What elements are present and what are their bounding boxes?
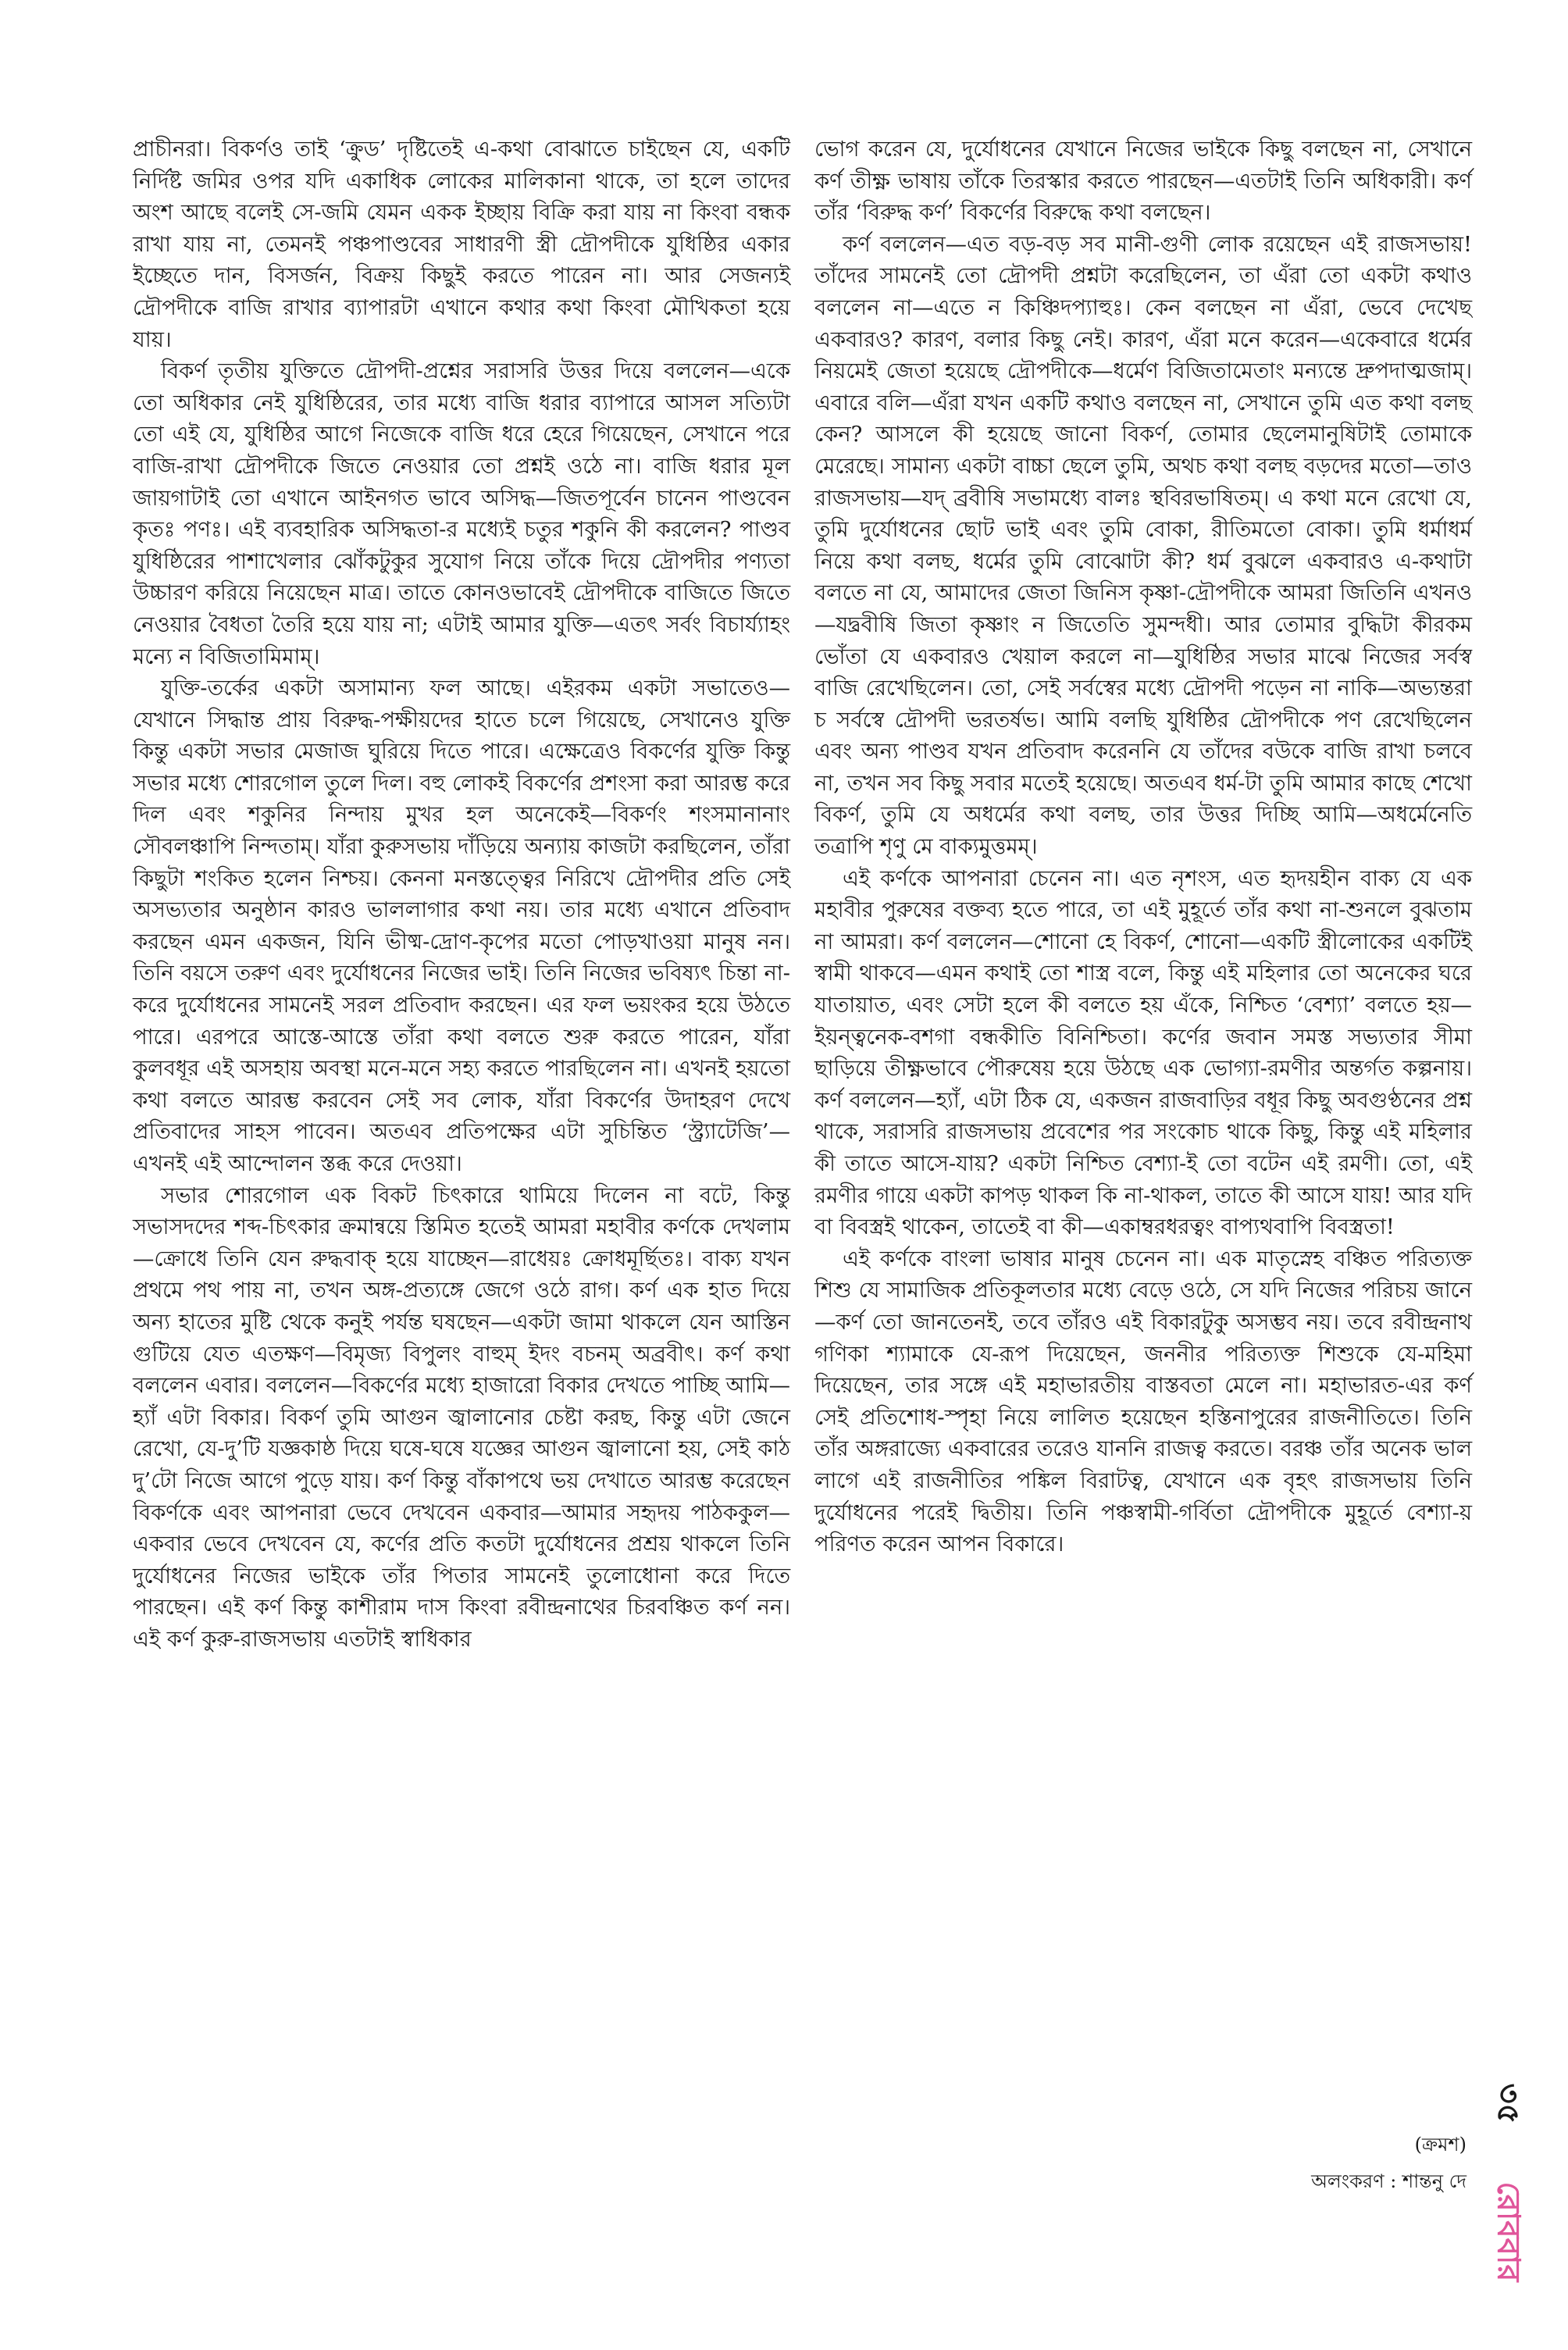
paragraph: ভোগ করেন যে, দুর্যোধনের যেখানে নিজের ভাইকে কিছু বলছেন না, সেখানে কর্ণ তীক্ষ্ণ ভাষায় তাঁকে তিরস্কার করতে পারছেন—এতটাই তিনি অধিকারী। কর্ণ তাঁর ‘বিরুদ্ধ কর্ণ’ বিকর্ণের বিরুদ্ধে কথা বলছেন। — [814, 137, 1472, 226]
article-column-left — [133, 134, 790, 1656]
paragraph: এই কর্ণকে বাংলা ভাষার মানুষ চেনেন না। এক মাতৃস্নেহ বঞ্চিত পরিত্যক্ত শিশু যে সামাজিক প্রতিকূলতার মধ্যে বেড়ে ওঠে, সে যদি নিজের পরিচয় জানে—কর্ণ তো জানতেনই, তবে তাঁরও এই বিকারটুকু অসম্ভব নয়। তবে রবীন্দ্রনাথ গণিকা শ্যামাকে যে-রূপ দিয়েছেন, জননীর পরিত্যক্ত শিশুকে যে-মহিমা দিয়েছেন, তার সঙ্গে এই মহাভারতীয় বাস্তবতা মেলে না। মহাভারত-এর কর্ণ সেই প্রতিশোধ-স্পৃহা নিয়ে লালিত হয়েছেন হস্তিনাপুরের রাজনীতিতে। তিনি তাঁর অঙ্গরাজ্যে একবারের তরেও যাননি রাজত্ব করতে। বরঞ্চ তাঁর অনেক ভাল লাগে এই রাজনীতির পঙ্কিল বিরাটত্ব, যেখানে এক বৃহৎ রাজসভায় তিনি দুর্যোধনের পরেই দ্বিতীয়। তিনি পঞ্চস্বামী-গর্বিতা দ্রৌপদীকে মুহূর্তে বেশ্যা-য় পরিণত করেন আপন বিকারে। — [814, 1246, 1472, 1557]
page-number: ৩৫ — [1490, 2083, 1527, 2124]
paragraph: প্রাচীনরা। বিকর্ণও তাই ‘ক্রুড’ দৃষ্টিতেই এ-কথা বোঝাতে চাইছেন যে, একটি নির্দিষ্ট জমির ওপর যদি একাধিক লোকের মালিকানা থাকে, তা হলে তাদের অংশ আছে বলেই সে-জমি যেমন একক ইচ্ছায় বিক্রি করা যায় না কিংবা বন্ধক রাখা যায় না, তেমনই পঞ্চপাণ্ডবের সাধারণী স্ত্রী দ্রৌপদীকে যুধিষ্ঠির একার ইচ্ছেতে দান, বিসর্জন, বিক্রয় কিছুই করতে পারেন না। আর সেজন্যই দ্রৌপদীকে বাজি রাখার ব্যাপারটা এখানে কথার কথা কিংবা মৌখিকতা হয়ে যায়। — [133, 137, 790, 352]
paragraph: এই কর্ণকে আপনারা চেনেন না। এত নৃশংস, এত হৃদয়হীন বাক্য যে এক মহাবীর পুরুষের বক্তব্য হতে পারে, তা এই মুহূর্তে তাঁর কথা না-শুনলে বুঝতাম না আমরা। কর্ণ বললেন—শোনো হে বিকর্ণ, শোনো—একটি স্ত্রীলোকের একটিই স্বামী থাকবে—এমন কথাই তো শাস্ত্র বলে, কিন্তু এই মহিলার তো অনেকের ঘরে যাতায়াত, এবং সেটা হলে কী বলতে হয় এঁকে, নিশ্চিত ‘বেশ্যা’ বলতে হয়—ইয়ন্ত্বনেক-বশগা বন্ধকীতি বিনিশ্চিতা। কর্ণের জবান সমস্ত সভ্যতার সীমা ছাড়িয়ে তীক্ষ্ণভাবে পৌরুষেয় হয়ে উঠছে এক ভোগ্যা-রমণীর অন্তর্গত কল্পনায়। কর্ণ বললেন—হ্যাঁ, এটা ঠিক যে, একজন রাজবাড়ির বধূর কিছু অবগুণ্ঠনের প্রশ্ন থাকে, সরাসরি রাজসভায় প্রবেশের পর সংকোচ থাকে কিছু, কিন্তু এই মহিলার কী তাতে আসে-যায়? একটা নিশ্চিত বেশ্যা-ই তো বটেন এই রমণী। তো, এই রমণীর গায়ে একটা কাপড় থাকল কি না-থাকল, তাতে কী আসে যায়! আর যদি বা বিবস্ত্রই থাকেন, তাতেই বা কী—একাম্বরধরত্বং বাপ্যথবাপি বিবস্ত্রতা! — [814, 866, 1472, 1240]
paragraph: যুক্তি-তর্কের একটা অসামান্য ফল আছে। এইরকম একটা সভাতেও—যেখানে সিদ্ধান্ত প্রায় বিরুদ্ধ-পক্ষীয়দের হাতে চলে গিয়েছে, সেখানেও যুক্তি কিন্তু একটা সভার মেজাজ ঘুরিয়ে দিতে পারে। এক্ষেত্রেও বিকর্ণের যুক্তি কিন্তু সভার মধ্যে শোরগোল তুলে দিল। বহু লোকই বিকর্ণের প্রশংসা করা আরম্ভ করে দিল এবং শকুনির নিন্দায় মুখর হল অনেকেই—বিকর্ণং শংসমানানাং সৌবলঞ্চাপি নিন্দতাম্। যাঁরা কুরুসভায় দাঁড়িয়ে অন্যায় কাজটা করছিলেন, তাঁরা কিছুটা শংকিত হলেন নিশ্চয়। কেননা মনস্তত্ত্বের নিরিখে দ্রৌপদীর প্রতি সেই অসভ্যতার অনুষ্ঠান কারও ভাললাগার কথা নয়। তার মধ্যে এখানে প্রতিবাদ করছেন এমন একজন, যিনি ভীষ্ম-দ্রোণ-কৃপের মতো পোড়খাওয়া মানুষ নন। তিনি বয়সে তরুণ এবং দুর্যোধনের নিজের ভাই। তিনি নিজের ভবিষ্যৎ চিন্তা না-করে দুর্যোধনের সামনেই সরল প্রতিবাদ করছেন। এর ফল ভয়ংকর হয়ে উঠতে পারে। এরপরে আস্তে-আস্তে তাঁরা কথা বলতে শুরু করতে পারেন, যাঁরা কুলবধূর এই অসহায় অবস্থা মনে-মনে সহ্য করতে পারছিলেন না। এখনই হয়তো কথা বলতে আরম্ভ করবেন সেই সব লোক, যাঁরা বিকর্ণের উদাহরণ দেখে প্রতিবাদের সাহস পাবেন। অতএব প্রতিপক্ষের এটা সুচিন্তিত ‘স্ট্র্যাটেজি’—এখনই এই আন্দোলন স্তব্ধ করে দেওয়া। — [133, 676, 790, 1176]
magazine-name: রোববার — [1490, 2181, 1527, 2282]
paragraph: বিকর্ণ তৃতীয় যুক্তিতে দ্রৌপদী-প্রশ্নের সরাসরি উত্তর দিয়ে বললেন—একে তো অধিকার নেই যুধিষ্ঠিরের, তার মধ্যে বাজি ধরার ব্যাপারে আসল সত্যিটা তো এই যে, যুধিষ্ঠির আগে নিজেকে বাজি ধরে হেরে গিয়েছেন, সেখানে পরে বাজি-রাখা দ্রৌপদীকে জিতে নেওয়ার তো প্রশ্নই ওঠে না। বাজি ধরার মূল জায়গাটাই তো এখানে আইনগত ভাবে অসিদ্ধ—জিতপূর্বেন চানেন পাণ্ডবেন কৃতঃ পণঃ। এই ব্যবহারিক অসিদ্ধতা-র মধ্যেই চতুর শকুনি কী করলেন? পাণ্ডব যুধিষ্ঠিরের পাশাখেলার ঝোঁকটুকুর সুযোগ নিয়ে তাঁকে দিয়ে দ্রৌপদীর পণ্যতা উচ্চারণ করিয়ে নিয়েছেন মাত্র। তাতে কোনওভাবেই দ্রৌপদীকে বাজিতে জিতে নেওয়ার বৈধতা তৈরি হয়ে যায় না; এটাই আমার যুক্তি—এতৎ সর্বং বিচার্য্যাহং মন্যে ন বিজিতামিমাম্। — [133, 359, 790, 669]
illustration-credit: অলংকরণ : শান্তনু দে — [1311, 2170, 1466, 2192]
paragraph: কর্ণ বললেন—এত বড়-বড় সব মানী-গুণী লোক রয়েছেন এই রাজসভায়! তাঁদের সামনেই তো দ্রৌপদী প্রশ্নটা করেছিলেন, তা এঁরা তো একটা কথাও বললেন না—এতে ন কিঞ্চিদপ্যাহুঃ। কেন বলছেন না এঁরা, ভেবে দেখেছ একবারও? কারণ, বলার কিছু নেই। কারণ, এঁরা মনে করেন—একেবারে ধর্মের নিয়মেই জেতা হয়েছে দ্রৌপদীকে—ধর্মেণ বিজিতামেতাং মন্যন্তে দ্রুপদাত্মজাম্। এবারে বলি—এঁরা যখন একটি কথাও বলছেন না, সেখানে তুমি এত কথা বলছ কেন? আসলে কী হয়েছে জানো বিকর্ণ, তোমার ছেলেমানুষিটাই তোমাকে মেরেছে। সামান্য একটা বাচ্চা ছেলে তুমি, অথচ কথা বলছ বড়দের মতো—তাও রাজসভায়—যদ্ ব্রবীষি সভামধ্যে বালঃ স্থবিরভাষিতম্। এ কথা মনে রেখো যে, তুমি দুর্যোধনের ছোট ভাই এবং তুমি বোকা, রীতিমতো বোকা। তুমি ধর্মাধর্ম নিয়ে কথা বলছ, ধর্মের তুমি বোঝোটা কী? ধর্ম বুঝলে একবারও এ-কথাটা বলতে না যে, আমাদের জেতা জিনিস কৃষ্ণা-দ্রৌপদীকে আমরা জিতিনি এখনও—যদ্ব্রবীষি জিতা কৃষ্ণাং ন জিতেতি সুমন্দধী। আর তোমার বুদ্ধিটা কীরকম ভোঁতা যে একবারও খেয়াল করলে না—যুধিষ্ঠির সভার মাঝে নিজের সর্বস্ব বাজি রেখেছিলেন। তো, সেই সর্বস্বের মধ্যে দ্রৌপদী পড়েন না নাকি—অভ্যন্তরা চ সর্বস্বে দ্রৌপদী ভরতর্ষভ। আমি বলছি যুধিষ্ঠির দ্রৌপদীকে পণ রেখেছিলেন এবং অন্য পাণ্ডব যখন প্রতিবাদ করেননি যে তাঁদের বউকে বাজি রাখা চলবে না, তখন সব কিছু সবার মতেই হয়েছে। অতএব ধর্ম-টা তুমি আমার কাছে শেখো বিকর্ণ, তুমি যে অধর্মের কথা বলছ, তার উত্তর দিচ্ছি আমি—অধর্মেনেতি তত্রাপি শৃণু মে বাক্যমুত্তমম্। — [814, 232, 1472, 860]
continued-label: (ক্রমশ) — [1414, 2134, 1466, 2156]
article-column-right — [814, 134, 1472, 1561]
paragraph: সভার শোরগোল এক বিকট চিৎকারে থামিয়ে দিলেন না বটে, কিন্তু সভাসদদের শব্দ-চিৎকার ক্রমান্বয়ে স্তিমিত হতেই আমরা মহাবীর কর্ণকে দেখলাম—ক্রোধে তিনি যেন রুদ্ধবাক্ হয়ে যাচ্ছেন—রাধেয়ঃ ক্রোধমূর্ছিতঃ। বাক্য যখন প্রথমে পথ পায় না, তখন অঙ্গ-প্রত্যঙ্গে জেগে ওঠে রাগ। কর্ণ এক হাত দিয়ে অন্য হাতের মুষ্টি থেকে কনুই পর্যন্ত ঘষছেন—একটা জামা থাকলে যেন আস্তিন গুটিয়ে যেত এতক্ষণ—বিমৃজ্য বিপুলং বাহুম্ ইদং বচনম্ অব্রবীৎ। কর্ণ কথা বললেন এবার। বললেন—বিকর্ণের মধ্যে হাজারো বিকার দেখতে পাচ্ছি আমি—হ্যাঁ এটা বিকার। বিকর্ণ তুমি আগুন জ্বালানোর চেষ্টা করছ, কিন্তু এটা জেনে রেখো, যে-দু’টি যজ্ঞকাষ্ঠ দিয়ে ঘষে-ঘষে যজ্ঞের আগুন জ্বালানো হয়, সেই কাঠ দু’টো নিজে আগে পুড়ে যায়। কর্ণ কিন্তু বাঁকাপথে ভয় দেখাতে আরম্ভ করেছেন বিকর্ণকে এবং আপনারা ভেবে দেখবেন একবার—আমার সহৃদয় পাঠককুল—একবার ভেবে দেখবেন যে, কর্ণের প্রতি কতটা দুর্যোধনের প্রশ্রয় থাকলে তিনি দুর্যোধনের নিজের ভাইকে তাঁর পিতার সামনেই তুলোধোনা করে দিতে পারছেন। এই কর্ণ কিন্তু কাশীরাম দাস কিংবা রবীন্দ্রনাথের চিরবঞ্চিত কর্ণ নন। এই কর্ণ কুরু-রাজসভায় এতটাই স্বাধিকার — [133, 1183, 790, 1652]
